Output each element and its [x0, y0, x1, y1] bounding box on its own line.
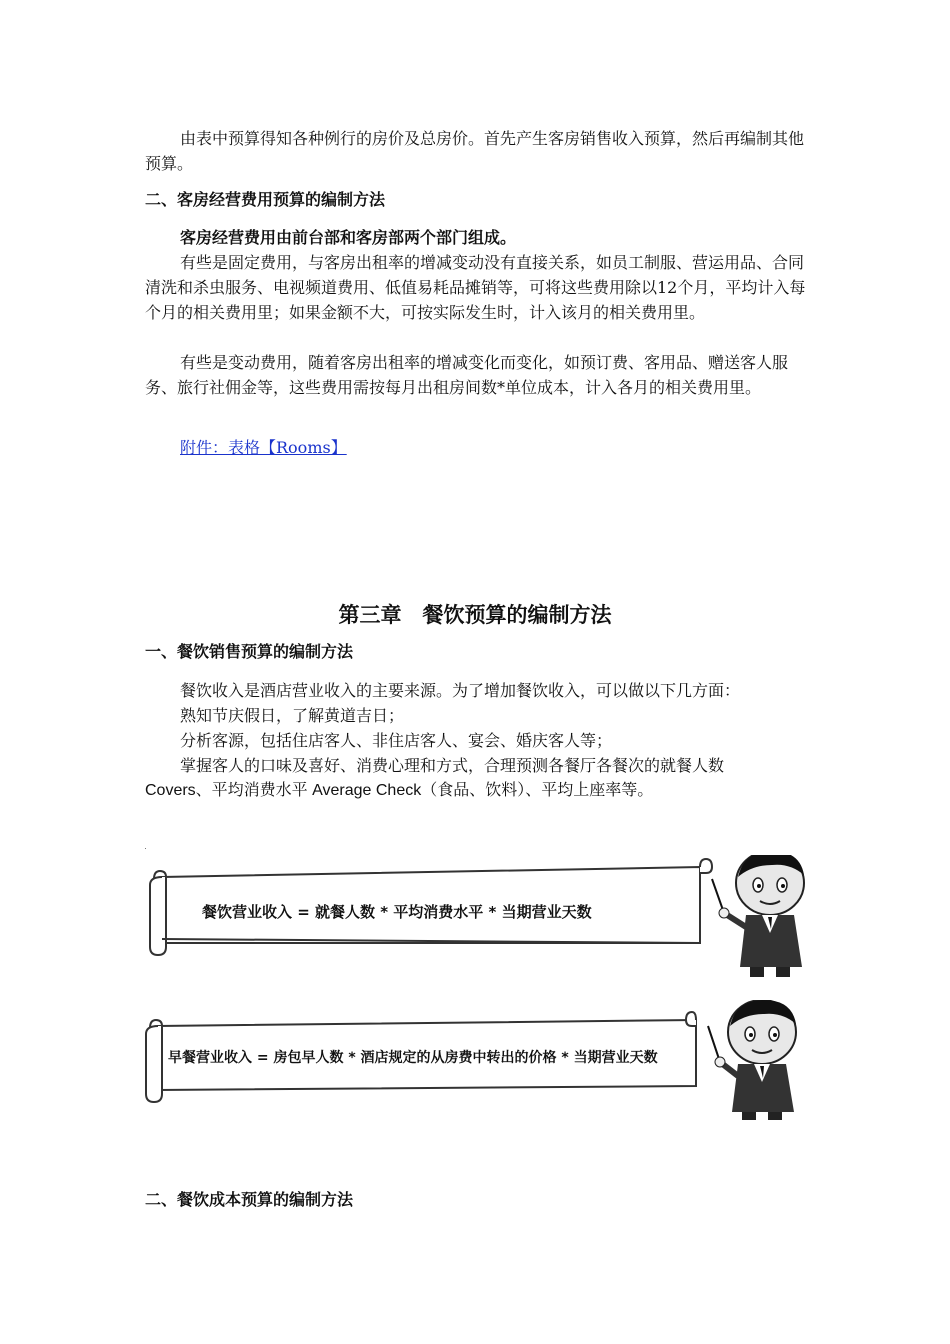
list-item-preferences-cont: Covers、平均消费水平 Average Check（食品、饮料）、平均上座率等。 [145, 782, 654, 799]
banner-formula-text: 餐饮营业收入 = 就餐人数 * 平均消费水平 * 当期营业天数 [202, 903, 592, 921]
stray-dot [145, 848, 146, 849]
list-item-preferences: 掌握客人的口味及喜好、消费心理和方式，合理预测各餐厅各餐次的就餐人数 [180, 756, 725, 775]
section-heading-fb-sales: 一、餐饮销售预算的编制方法 [145, 642, 354, 661]
paragraph-variable-costs: 有些是变动费用，随着客房出租率的增减变化而变化，如预订费、客用品、赠送客人服务、旅行社佣金等，这些费用需按每月出租房间数*单位成本，计入各月的相关费用里。 [145, 353, 789, 397]
list-item-customers: 分析客源，包括住店客人、非住店客人、宴会、婚庆客人等； [180, 731, 613, 750]
presenter-cartoon-icon [708, 1000, 796, 1120]
section-heading-room-expense: 二、客房经营费用预算的编制方法 [145, 190, 386, 209]
presenter-cartoon-icon [712, 855, 804, 977]
paragraph-fb-revenue: 餐饮收入是酒店营业收入的主要来源。为了增加餐饮收入，可以做以下几方面： [180, 681, 741, 700]
section-heading-fb-cost: 二、餐饮成本预算的编制方法 [145, 1190, 354, 1209]
chapter-title: 第三章 餐饮预算的编制方法 [338, 602, 612, 627]
formula-banner-fb-revenue [140, 855, 820, 980]
list-item-holidays: 熟知节庆假日，了解黄道吉日； [180, 706, 405, 725]
attachment-link-rooms[interactable]: 附件：表格【Rooms】 [180, 438, 347, 457]
banner-formula-text: 早餐营业收入 = 房包早人数 * 酒店规定的从房费中转出的价格 * 当期营业天数 [168, 1050, 658, 1066]
paragraph-fixed-costs: 有些是固定费用，与客房出租率的增减变动没有直接关系，如员工制服、营运用品、合同清洗和杀虫服务、电视频道费用、低值易耗品摊销等，可将这些费用除以12个月，平均计入每个月的相关费用里；如果金额不大，可按实际发生时，计入该月的相关费用里。 [145, 253, 806, 322]
room-expense-intro: 客房经营费用由前台部和客房部两个部门组成。 [180, 228, 517, 247]
formula-banner-breakfast-revenue [140, 1000, 820, 1125]
paragraph-room-revenue: 由表中预算得知各种例行的房价及总房价。首先产生客房销售收入预算，然后再编制其他预算。 [145, 129, 805, 173]
